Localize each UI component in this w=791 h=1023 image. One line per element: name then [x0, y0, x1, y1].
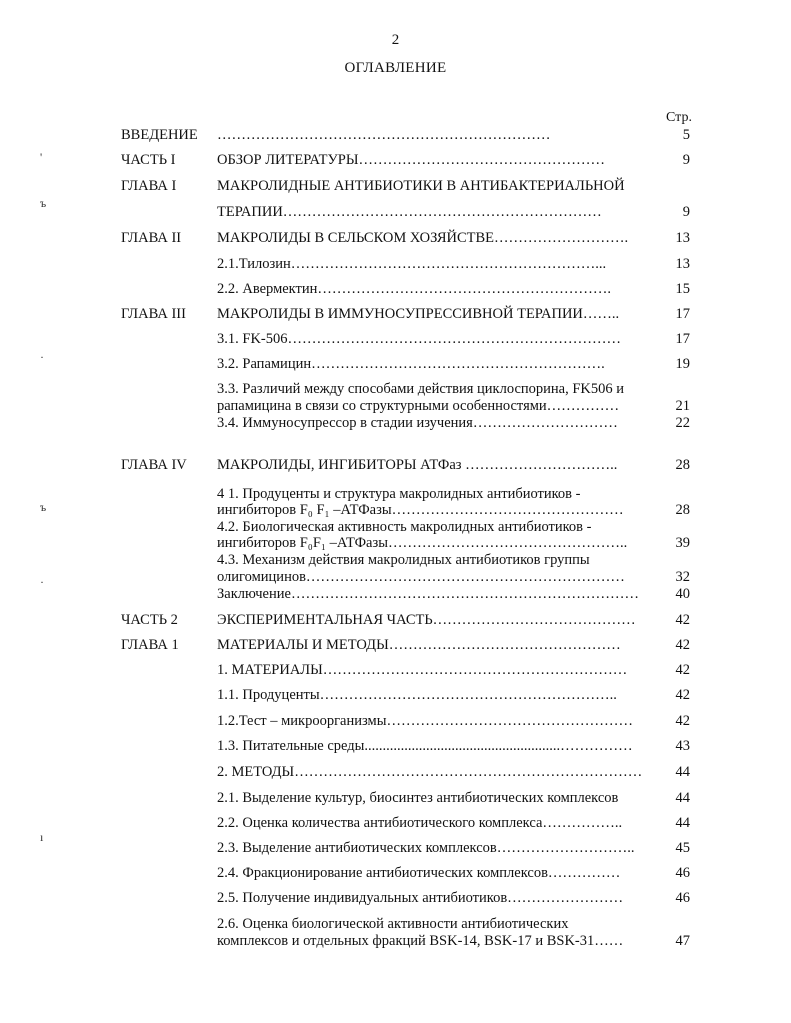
toc-entry-text: МАКРОЛИДЫ, ИНГИБИТОРЫ АТФаз …………………………..	[217, 457, 618, 473]
toc-entry-text: 3.3. Различий между способами действия циклоспорина, FK506 и	[217, 381, 625, 397]
toc-entry-text: МАКРОЛИДЫ В СЕЛЬСКОМ ХОЗЯЙСТВЕ……………………….	[217, 230, 629, 246]
toc-page-number: 22	[675, 415, 690, 431]
toc-entry-text: 3.2. Рапамицин…………………………………………………….	[217, 356, 605, 372]
toc-entry-text: 1.3. Питательные среды......................................................……………	[217, 738, 633, 754]
toc-entry-text: 4.2. Биологическая активность макролидных антибиотиков -	[217, 519, 592, 535]
toc-page-number: 46	[675, 865, 690, 881]
toc-page-number: 42	[675, 713, 690, 729]
toc-label: ГЛАВА I	[121, 178, 177, 194]
toc-page-number: 9	[682, 204, 690, 220]
toc-entry-text: МАТЕРИАЛЫ И МЕТОДЫ…………………………………………	[217, 637, 621, 653]
toc-page-number: 28	[675, 502, 690, 518]
toc-entry-text: ТЕРАПИИ…………………………………………………………	[217, 204, 602, 220]
toc-page-number: 21	[675, 398, 690, 414]
toc-page-number: 9	[682, 152, 690, 168]
toc-page-number: 28	[675, 457, 690, 473]
toc-page-number: 17	[675, 306, 690, 322]
toc-entry-text: МАКРОЛИДНЫЕ АНТИБИОТИКИ В АНТИБАКТЕРИАЛЬНОЙ	[217, 178, 625, 194]
toc-label: ЧАСТЬ 2	[121, 612, 178, 628]
toc-entry-text: 2. МЕТОДЫ………………………………………………………………	[217, 764, 643, 780]
toc-entry-text: ОБЗОР ЛИТЕРАТУРЫ……………………………………………	[217, 152, 605, 168]
page-column-header: Стр.	[666, 110, 692, 125]
toc-page-number: 44	[675, 790, 690, 806]
toc-label: ГЛАВА III	[121, 306, 186, 322]
toc-page-number: 42	[675, 662, 690, 678]
toc-page-number: 42	[675, 612, 690, 628]
toc-entry-text: МАКРОЛИДЫ В ИММУНОСУПРЕССИВНОЙ ТЕРАПИИ……..	[217, 306, 620, 322]
toc-entry-text: 1. МАТЕРИАЛЫ………………………………………………………	[217, 662, 628, 678]
scan-mark: '	[40, 150, 43, 164]
toc-page-number: 43	[675, 738, 690, 754]
toc-page-number: 15	[675, 281, 690, 297]
toc-page-number: 42	[675, 687, 690, 703]
page-number: 2	[391, 32, 400, 48]
toc-page-number: 44	[675, 815, 690, 831]
toc-entry-text: 4 1. Продуценты и структура макролидных антибиотиков -	[217, 486, 581, 502]
toc-entry-text: ЭКСПЕРИМЕНТАЛЬНАЯ ЧАСТЬ……………………………………	[217, 612, 636, 628]
toc-page-number: 42	[675, 637, 690, 653]
toc-entry-text: 2.2. Авермектин…………………………………………………….	[217, 281, 612, 297]
toc-entry-text: 1.1. Продуценты……………………………………………………..	[217, 687, 617, 703]
toc-entry-text: 2.4. Фракционирование антибиотических комплексов……………	[217, 865, 621, 881]
toc-page-number: 45	[675, 840, 690, 856]
toc-page-number: 39	[675, 535, 690, 551]
toc-entry-text: 3.1. FK-506……………………………………………………………	[217, 331, 621, 347]
toc-entry-text: ингибиторов F₀ F₁ –АТФазы…………………………………………	[217, 502, 624, 518]
toc-entry-text: Заключение………………………………………………………………	[217, 586, 639, 602]
toc-label: ГЛАВА 1	[121, 637, 179, 653]
toc-page-number: 13	[675, 230, 690, 246]
toc-entry-text: 2.2. Оценка количества антибиотического комплекса……………..	[217, 815, 623, 831]
toc-entry-text: ингибиторов F₀F₁ –АТФазы…………………………………………..	[217, 535, 628, 551]
toc-entry-text: 2.1.Тилозин………………………………………………………...	[217, 256, 607, 272]
toc-page-number: 13	[675, 256, 690, 272]
toc-page-number: 46	[675, 890, 690, 906]
toc-entry-text: 2.1. Выделение культур, биосинтез антибиотических комплексов	[217, 790, 619, 806]
toc-page-number: 44	[675, 764, 690, 780]
toc-entry-text: 2.3. Выделение антибиотических комплексов………………………..	[217, 840, 635, 856]
toc-page-number: 32	[675, 569, 690, 585]
toc-entry-text: комплексов и отдельных фракций BSK-14, BSK-17 и BSK-31……	[217, 933, 624, 949]
scan-mark: ·	[40, 575, 44, 589]
toc-entry-text: 3.4. Иммуносупрессор в стадии изучения…………………………	[217, 415, 618, 431]
toc-page-number: 5	[682, 127, 690, 143]
toc-entry-text: 2.6. Оценка биологической активности антибиотических	[217, 916, 569, 932]
toc-page-number: 40	[675, 586, 690, 602]
toc-page-number: 19	[675, 356, 690, 372]
toc-label: ГЛАВА II	[121, 230, 182, 246]
toc-entry-text: рапамицина в связи со структурными особенностями……………	[217, 398, 620, 414]
toc-label: ГЛАВА IV	[121, 457, 187, 473]
scan-mark: ·	[40, 350, 44, 364]
toc-entry-text: 1.2.Тест – микроорганизмы……………………………………………	[217, 713, 633, 729]
toc-entry-text: ……………………………………………………………	[217, 127, 551, 143]
toc-page-number: 47	[675, 933, 690, 949]
scan-mark: ı	[40, 830, 44, 844]
toc-entry-text: 2.5. Получение индивидуальных антибиотиков……………………	[217, 890, 624, 906]
page-title: ОГЛАВЛЕНИЕ	[344, 60, 447, 76]
toc-label: ЧАСТЬ I	[121, 152, 176, 168]
toc-entry-text: 4.3. Механизм действия макролидных антибиотиков группы	[217, 552, 590, 568]
toc-entry-text: олигомицинов…………………………………………………………	[217, 569, 625, 585]
scan-mark: ъ	[40, 196, 47, 210]
toc-label: ВВЕДЕНИЕ	[121, 127, 198, 143]
toc-page-number: 17	[675, 331, 690, 347]
scan-mark: ъ	[40, 500, 47, 514]
